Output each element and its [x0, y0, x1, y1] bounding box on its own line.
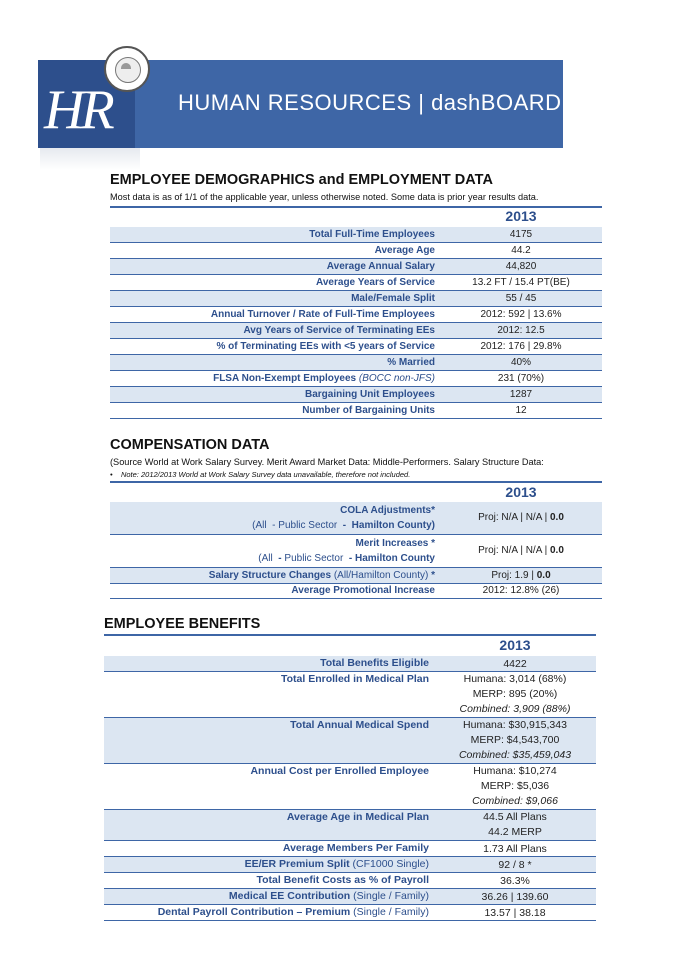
- demographics-row-value: 231 (70%): [497, 372, 545, 384]
- dental-contribution-value: 13.57 | 38.18: [484, 906, 546, 919]
- demographics-row-value: 2012: 12.5: [497, 324, 545, 336]
- demographics-row-label: Number of Bargaining Units: [302, 405, 435, 416]
- promo-increase-value: 2012: 12.8% (26): [482, 585, 560, 596]
- demographics-row-value: 44,820: [505, 260, 537, 272]
- table-row: [110, 584, 602, 599]
- demographics-row-value: 40%: [510, 356, 531, 368]
- cola-label: COLA Adjustments* (All - Public Sector - Hamilton County): [252, 505, 435, 531]
- benefits-table: [104, 656, 596, 921]
- demographics-row-value: 55 / 45: [505, 292, 537, 304]
- table-row: [104, 672, 596, 718]
- table-row: [110, 387, 602, 403]
- medical-spend-label: Total Annual Medical Spend: [290, 719, 429, 731]
- merit-value: Proj: N/A | N/A | 0.0: [478, 545, 564, 556]
- demographics-year: 2013: [505, 208, 537, 224]
- table-row: [110, 323, 602, 339]
- premium-split-label: EE/ER Premium Split (CF1000 Single): [244, 858, 429, 870]
- table-row: [104, 764, 596, 810]
- demographics-subtitle: Most data is as of 1/1 of the applicable year, unless otherwise noted. Some data is prior year results data.: [110, 192, 539, 202]
- demographics-row-label: Average Years of Service: [316, 277, 435, 288]
- banner-title: HUMAN RESOURCES | dashBOARD: [178, 90, 562, 115]
- demographics-row-label: Total Full-Time Employees: [309, 229, 435, 240]
- table-row: [110, 307, 602, 323]
- demographics-row-label: Annual Turnover / Rate of Full-Time Employees: [210, 309, 435, 320]
- table-row: [110, 355, 602, 371]
- table-row: [110, 568, 602, 584]
- table-row: [104, 841, 596, 857]
- benefits-eligible-value: 4422: [503, 657, 527, 670]
- table-row: [110, 291, 602, 307]
- demographics-row-value: 2012: 176 | 29.8%: [480, 340, 562, 352]
- table-row: [110, 403, 602, 419]
- demographics-title: EMPLOYEE DEMOGRAPHICS and EMPLOYMENT DATA: [110, 172, 493, 188]
- demographics-row-value: 13.2 FT / 15.4 PT(BE): [472, 276, 570, 288]
- benefits-title: EMPLOYEE BENEFITS: [104, 616, 261, 632]
- cost-per-employee-label: Annual Cost per Enrolled Employee: [250, 765, 429, 777]
- table-row: [104, 656, 596, 672]
- avg-age-medical-label: Average Age in Medical Plan: [286, 811, 429, 823]
- demographics-row-label: Average Age: [374, 245, 435, 256]
- salary-structure-label: Salary Structure Changes (All/Hamilton County) *: [208, 570, 435, 581]
- medical-contribution-value: 36.26 | 139.60: [481, 890, 549, 903]
- table-row: [110, 243, 602, 259]
- compensation-top-rule: [110, 481, 602, 483]
- compensation-subtitle: (Source World at Work Salary Survey. Merit Award Market Data: Middle-Performers. Salary Structure Data:: [110, 457, 544, 467]
- table-row: [110, 339, 602, 355]
- hr-logo: HR: [44, 79, 111, 141]
- demographics-row-label: Average Annual Salary: [326, 261, 435, 272]
- members-per-family-value: 1.73 All Plans: [483, 842, 547, 855]
- members-per-family-label: Average Members Per Family: [282, 842, 429, 854]
- demographics-row-value: 2012: 592 | 13.6%: [480, 308, 562, 320]
- demographics-row-label: % Married: [387, 357, 435, 368]
- demographics-row-value: 12: [515, 404, 527, 416]
- table-row: [110, 371, 602, 387]
- merit-label: Merit Increases * (All - Public Sector - Hamilton County: [258, 538, 435, 564]
- enrolled-label: Total Enrolled in Medical Plan: [281, 673, 429, 685]
- compensation-note: • Note: 2012/2013 World at Work Salary Survey data unavailable, therefore not included.: [110, 470, 411, 479]
- table-row: [110, 259, 602, 275]
- demographics-row-label: FLSA Non-Exempt Employees (BOCC non-JFS): [213, 373, 435, 384]
- cola-value: Proj: N/A | N/A | 0.0: [478, 512, 564, 523]
- demographics-row-value: 4175: [509, 228, 533, 240]
- table-row: [104, 810, 596, 841]
- demographics-table: [110, 227, 602, 419]
- table-row: [104, 857, 596, 873]
- premium-split-value: 92 / 8 *: [498, 858, 532, 871]
- demographics-row-label: Bargaining Unit Employees: [304, 389, 435, 400]
- table-row: [110, 227, 602, 243]
- table-row: [104, 889, 596, 905]
- compensation-title: COMPENSATION DATA: [110, 437, 270, 453]
- compensation-year: 2013: [505, 484, 537, 500]
- compensation-note-text: Note: 2012/2013 World at Work Salary Survey data unavailable, therefore not included.: [120, 470, 411, 479]
- dental-contribution-label: Dental Payroll Contribution – Premium (Single / Family): [157, 906, 429, 918]
- banner-shadow: [40, 148, 140, 170]
- enrolled-value: Humana: 3,014 (68%) MERP: 895 (20%) Combined: 3,909 (88%): [459, 673, 571, 715]
- medical-spend-value: Humana: $30,915,343 MERP: $4,543,700 Combined: $35,459,043: [458, 719, 572, 761]
- demographics-row-label: % of Terminating EEs with <5 years of Service: [216, 341, 435, 352]
- benefits-eligible-label: Total Benefits Eligible: [320, 657, 429, 669]
- benefits-year: 2013: [499, 637, 531, 653]
- table-row: [104, 718, 596, 764]
- benefit-costs-label: Total Benefit Costs as % of Payroll: [256, 874, 429, 886]
- demographics-row-label: Avg Years of Service of Terminating EEs: [243, 325, 435, 336]
- table-row: [110, 275, 602, 291]
- benefits-top-rule: [104, 634, 596, 636]
- table-row: [110, 502, 602, 535]
- table-row: [104, 873, 596, 889]
- benefit-costs-value: 36.3%: [500, 874, 530, 887]
- medical-contribution-label: Medical EE Contribution (Single / Family): [228, 890, 429, 902]
- cost-per-employee-value: Humana: $10,274 MERP: $5,036 Combined: $9,066: [472, 765, 558, 807]
- table-row: [104, 905, 596, 921]
- demographics-row-label: Male/Female Split: [351, 293, 435, 304]
- compensation-table: [110, 502, 602, 599]
- table-row: [110, 535, 602, 568]
- county-seal-icon: [104, 46, 150, 92]
- demographics-row-value: 1287: [509, 388, 533, 400]
- promo-increase-label: Average Promotional Increase: [291, 585, 435, 596]
- demographics-row-value: 44.2: [511, 244, 531, 256]
- avg-age-medical-value: 44.5 All Plans 44.2 MERP: [483, 811, 547, 838]
- salary-structure-value: Proj: 1.9 | 0.0: [491, 569, 551, 581]
